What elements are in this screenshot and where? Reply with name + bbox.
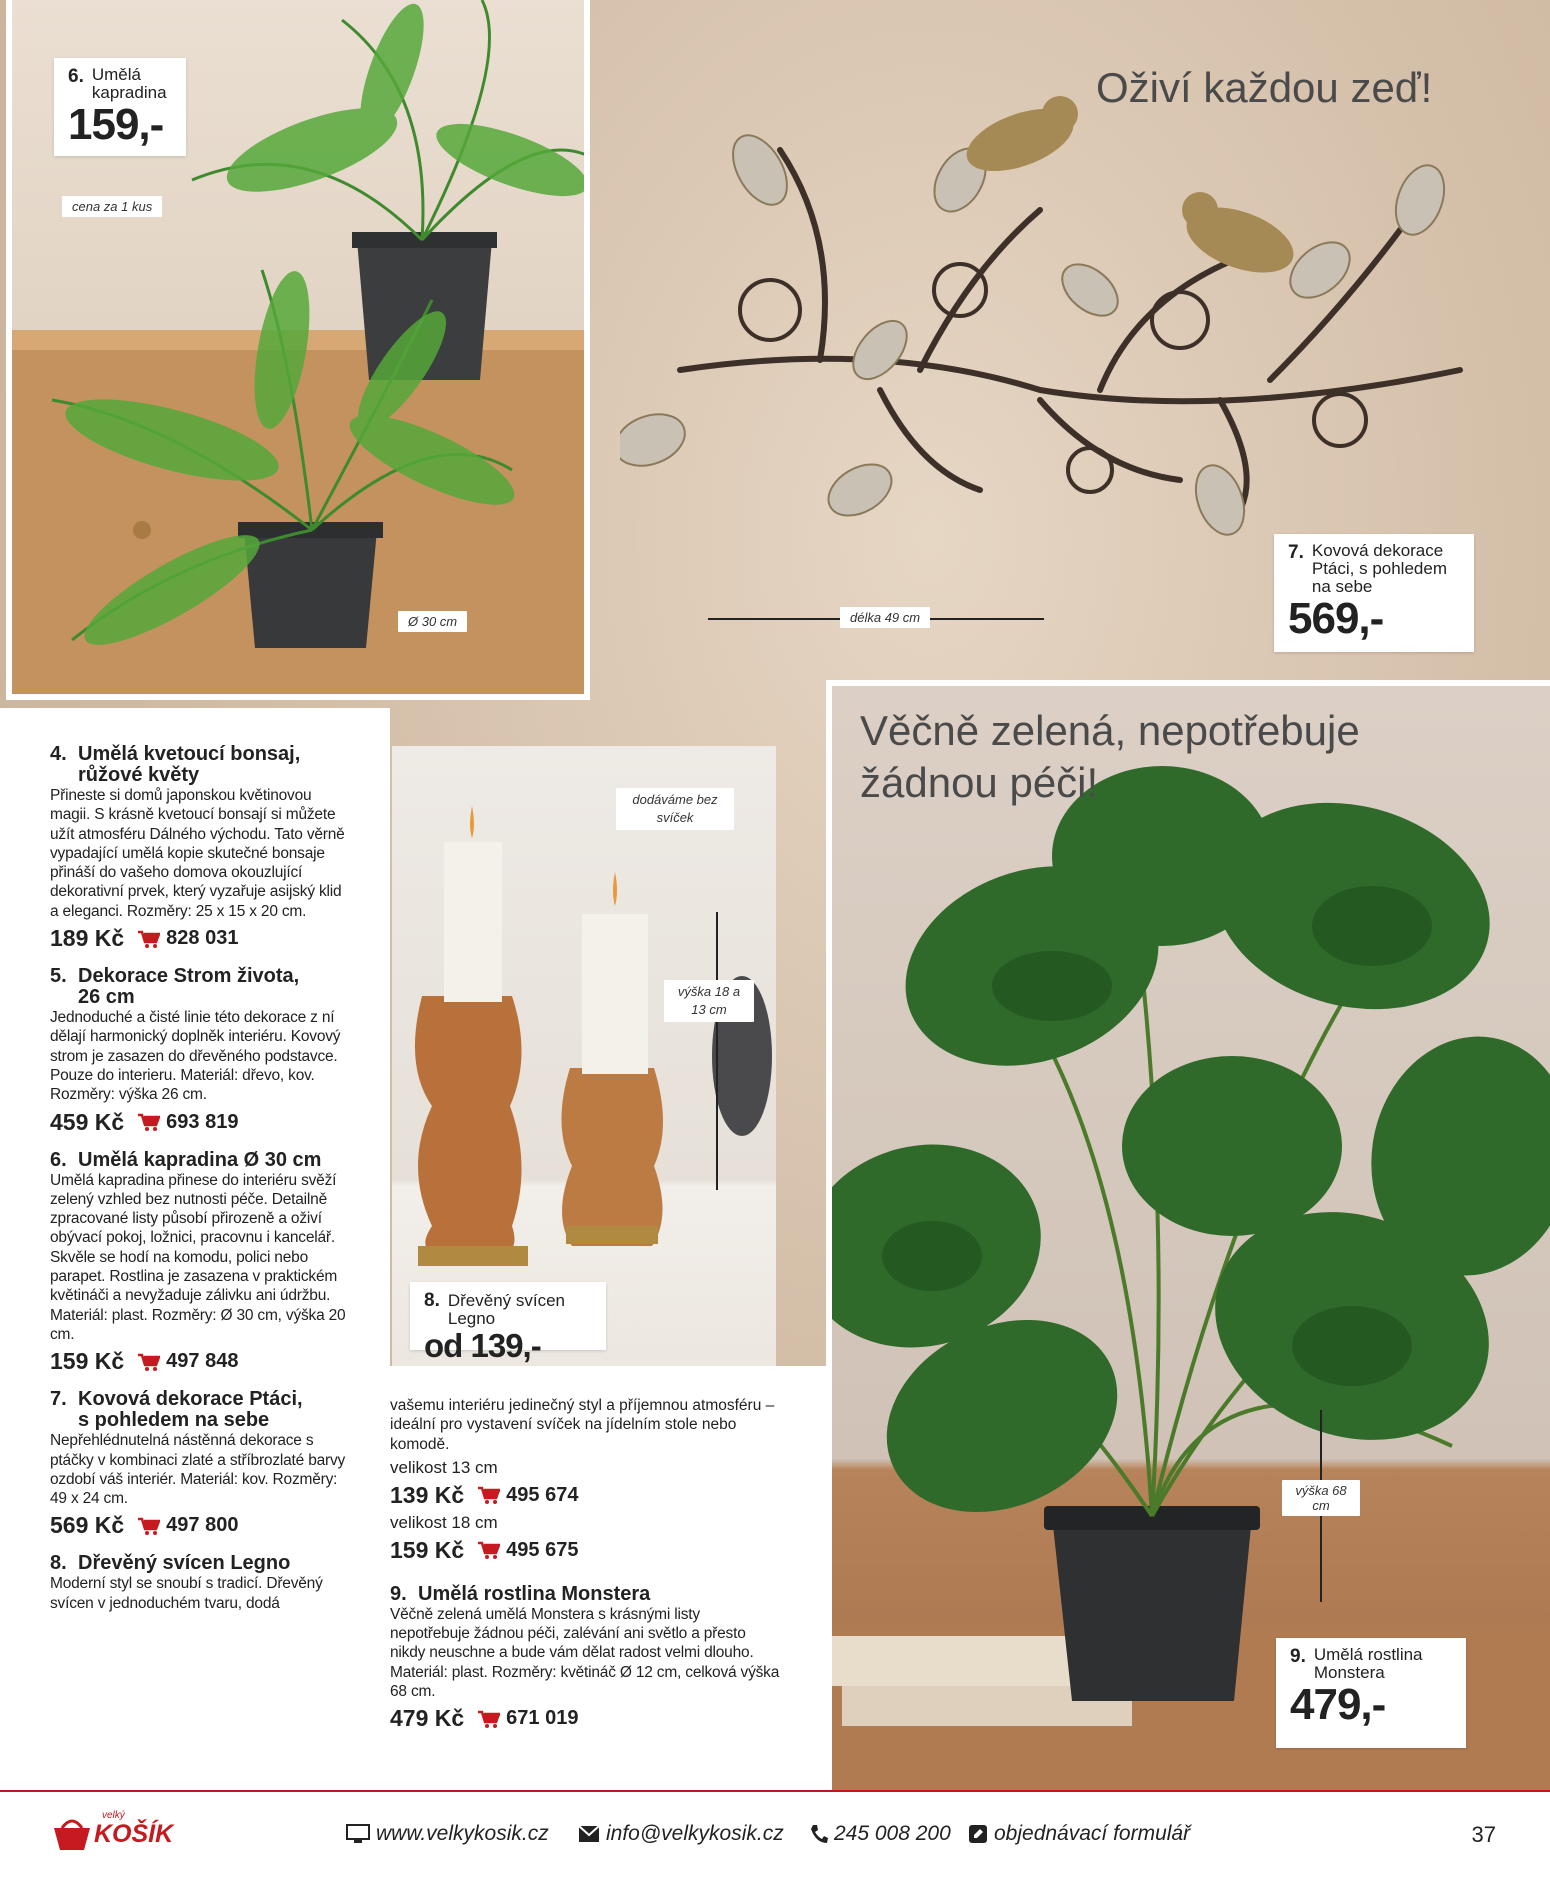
cart-icon[interactable]	[138, 930, 160, 948]
product-title: 4. Umělá kvetoucí bonsaj, růžové květy	[50, 743, 301, 786]
product-list-column	[50, 744, 350, 1627]
footer	[0, 1790, 1550, 1881]
wall-headline: Oživí každou zeď!	[1096, 64, 1433, 111]
product-price: 569 Kč	[50, 1512, 125, 1539]
monitor-icon	[346, 1824, 370, 1844]
badge-name: Dřevěný svícen Legno	[447, 1291, 566, 1328]
product-price: 159 Kč	[50, 1348, 125, 1375]
edit-form-icon	[968, 1824, 988, 1844]
candle-size-18: velikost 18 cm	[390, 1512, 498, 1532]
bird-price-badge	[1274, 534, 1474, 652]
footer-phone[interactable]: 245 008 200	[810, 1822, 951, 1846]
badge-number: 9.	[1290, 1646, 1306, 1667]
badge-name: Umělá rostlina Monstera	[1313, 1645, 1423, 1682]
bird-size-tag: délka 49 cm	[840, 607, 930, 628]
logo-small-text: velký	[102, 1810, 125, 1821]
badge-number: 7.	[1288, 542, 1304, 563]
product-item-4	[50, 744, 350, 952]
candle-price-badge	[410, 1282, 606, 1364]
fern-price-note: cena za 1 kus	[62, 196, 162, 217]
product-price: 189 Kč	[50, 925, 125, 952]
product-price-line	[50, 1109, 350, 1136]
product-item-7	[50, 1389, 350, 1539]
badge-price: 569,-	[1288, 594, 1384, 643]
monstera-headline: Věčně zelená, nepotřebuje žádnou péči!	[860, 707, 1360, 806]
monstera-price-badge	[1276, 1638, 1466, 1748]
product-price-line	[50, 925, 350, 952]
product-description: Umělá kapradina přinese do interiéru svěží zelený vzhled bez nutnosti péče. Detailně zpracované listy působí přirozeně a oživí obývací pokoj, ložnici, pracovnu i kancelář. Skvěle se hodí na komodu, polici nebo parapet. Rostlina je zasazena v praktickém květináči a nevyžaduje zálivku ani údržbu. Materiál: plast. Rozměry: Ø 30 cm, výška 20 cm.	[50, 1171, 346, 1343]
badge-price: 159,-	[68, 100, 164, 149]
product-item-9	[390, 1584, 780, 1732]
product-code: 671 019	[506, 1707, 579, 1730]
product-price: 159 Kč	[390, 1536, 465, 1563]
cart-icon[interactable]	[138, 1517, 160, 1535]
product-code: 495 674	[506, 1483, 579, 1506]
badge-number: 6.	[68, 66, 84, 87]
product-price: 459 Kč	[50, 1108, 125, 1135]
monstera-photo	[826, 680, 1550, 1790]
candle-illustration	[392, 746, 776, 1366]
product-title: 8. Dřevěný svícen Legno	[50, 1552, 291, 1575]
product-description: Nepřehlédnutelná nástěnná dekorace s ptáčky v kombinaci zlaté a stříbrozlaté barvy ozdobí váš interiér. Materiál: kov. Rozměry: 49 x 24 cm.	[50, 1432, 346, 1508]
candle-photo	[392, 746, 776, 1366]
fern-size-tag: Ø 30 cm	[398, 611, 467, 632]
candle-no-candles-tag: dodáváme bez svíček	[616, 788, 734, 830]
monstera-illustration	[832, 686, 1550, 1790]
product-code: 828 031	[166, 927, 239, 950]
badge-number: 8.	[424, 1290, 440, 1311]
product-title: 9. Umělá rostlina Monstera	[390, 1582, 651, 1605]
candle-size-13: velikost 13 cm	[390, 1457, 498, 1477]
product-item-8	[50, 1553, 350, 1613]
product-item-6	[50, 1150, 350, 1376]
bird-decoration-illustration	[620, 90, 1480, 560]
footer-email[interactable]: info@velkykosik.cz	[578, 1822, 784, 1846]
badge-price: od 139,-	[424, 1327, 541, 1364]
cart-icon[interactable]	[478, 1541, 500, 1559]
badge-name: Kovová dekorace Ptáci, s pohledem na sebe	[1311, 541, 1447, 596]
product-price-line	[390, 1482, 780, 1509]
velky-kosik-logo[interactable]	[50, 1810, 174, 1854]
footer-website[interactable]: www.velkykosik.cz	[346, 1822, 549, 1846]
candle-continued-column	[390, 1396, 780, 1746]
product-title: 5. Dekorace Strom života, 26 cm	[50, 965, 300, 1009]
badge-name: Umělá kapradina	[91, 65, 167, 102]
product-description: Věčně zelená umělá Monstera s krásnými listy nepotřebuje žádnou péči, zalévání ani světlo a přesto nikdy neuschne a bude vám dělat radost velmi dlouho. Materiál: plast. Rozměry: květináč Ø 12 cm, celková výška 68 cm.	[390, 1605, 780, 1701]
product-code: 495 675	[506, 1538, 579, 1561]
phone-icon	[810, 1824, 828, 1844]
product-price: 139 Kč	[390, 1481, 465, 1508]
product-item-5	[50, 966, 350, 1135]
product-title: 7. Kovová dekorace Ptáci, s pohledem na sebe	[50, 1388, 303, 1432]
footer-order-form[interactable]: objednávací formulář	[968, 1822, 1190, 1846]
candle-size-tag: výška 18 a 13 cm	[664, 980, 754, 1022]
cart-icon[interactable]	[138, 1113, 160, 1131]
product-price: 479 Kč	[390, 1705, 465, 1732]
product-price-line	[390, 1537, 780, 1564]
candle-description-continued: vašemu interiéru jedinečný styl a příjemnou atmosféru – ideální pro vystavení svíček na jídelním stole nebo komodě.	[390, 1397, 775, 1453]
product-title: 6. Umělá kapradina Ø 30 cm	[50, 1148, 322, 1171]
basket-logo-icon	[50, 1814, 94, 1854]
product-description: Přineste si domů japonskou květinovou magii. S krásně kvetoucí bonsají si můžete užít atmosféru Dálného východu. Tato věrně vypadající umělá kopie skutečné bonsaje přináší do vašeho domova okouzlující dekorativní prvek, který vyzařuje asijský klid a eleganci. Rozměry: 25 x 15 x 20 cm.	[50, 787, 345, 920]
page-number: 37	[1471, 1822, 1496, 1847]
candle-height-arrow	[716, 912, 718, 1190]
product-description: Moderní styl se snoubí s tradicí. Dřevěný svícen v jednoduchém tvaru, dodá	[50, 1575, 323, 1612]
logo-text: KOŠÍK	[94, 1819, 174, 1848]
cart-icon[interactable]	[138, 1353, 160, 1371]
product-description: Jednoduché a čisté linie této dekorace z ní dělají harmonický doplněk interiéru. Kovový strom je zasazen do dřevěného podstavce. Pouze do interieru. Materiál: dřevo, kov. Rozměry: výška 26 cm.	[50, 1009, 341, 1104]
monstera-size-tag: výška 68 cm	[1282, 1480, 1360, 1516]
cart-icon[interactable]	[478, 1710, 500, 1728]
product-code: 497 848	[166, 1350, 239, 1373]
envelope-icon	[578, 1825, 600, 1843]
fern-price-badge	[54, 58, 186, 156]
badge-price: 479,-	[1290, 1680, 1386, 1729]
product-code: 497 800	[166, 1514, 239, 1537]
cart-icon[interactable]	[478, 1486, 500, 1504]
product-price-line	[50, 1348, 350, 1375]
product-price-line	[50, 1512, 350, 1539]
product-code: 693 819	[166, 1110, 239, 1133]
product-price-line	[390, 1705, 780, 1732]
